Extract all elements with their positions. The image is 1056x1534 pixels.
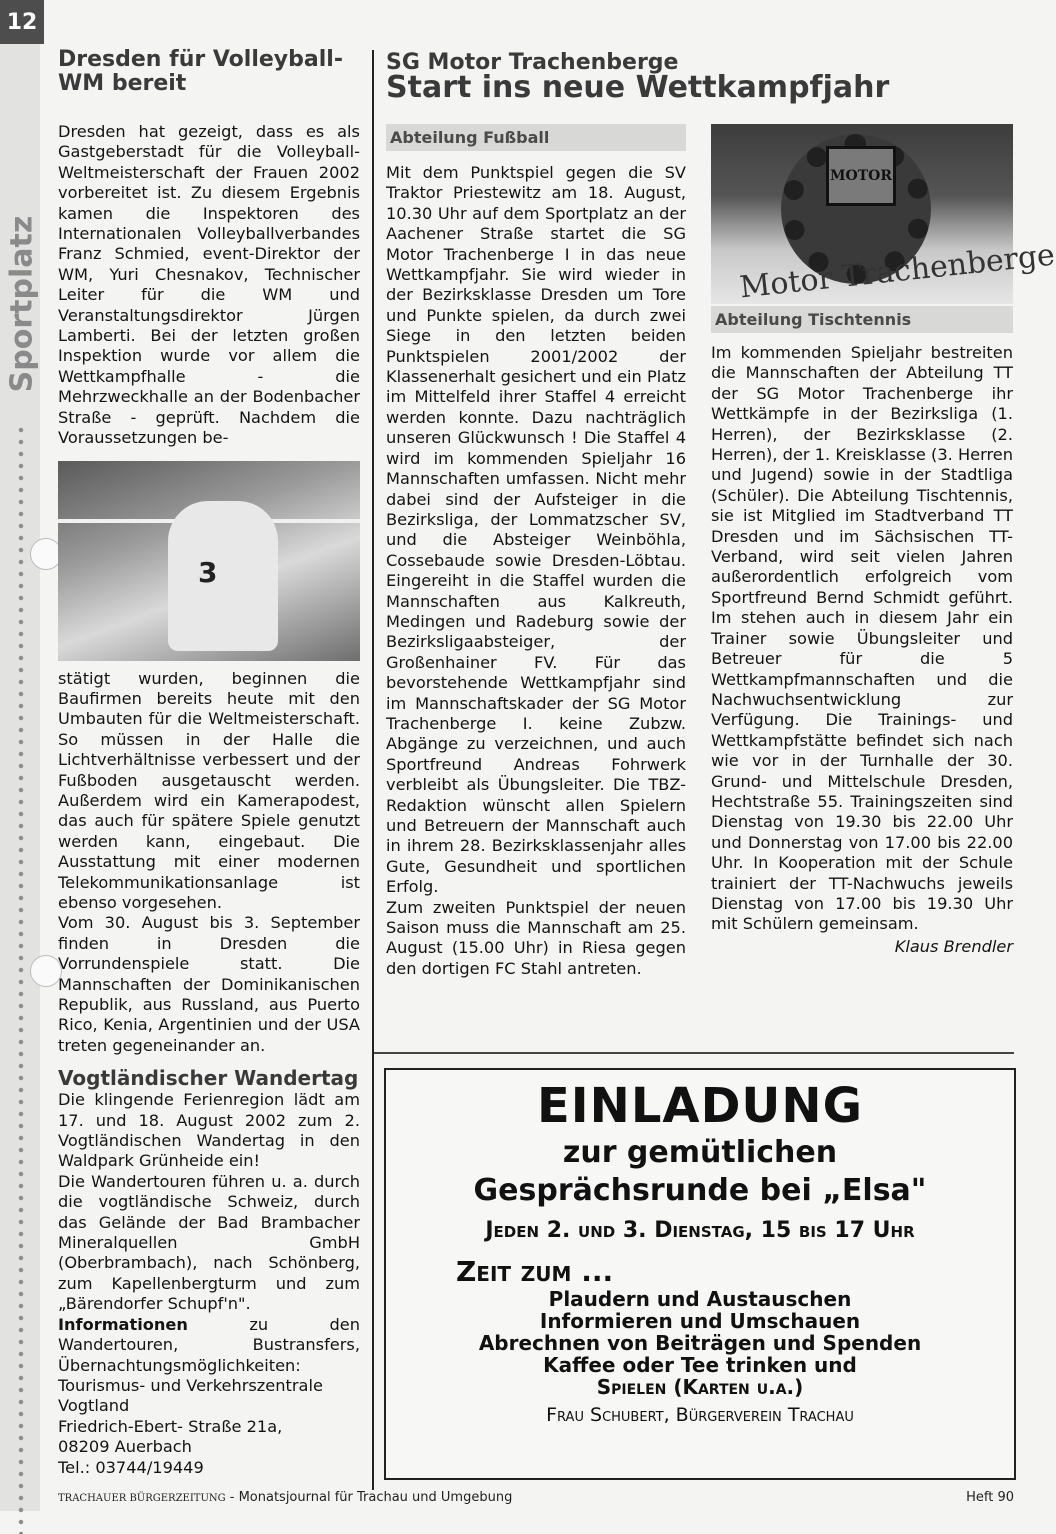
left-column bbox=[58, 44, 360, 1478]
info-label: Informationen bbox=[58, 1314, 188, 1334]
footer-tagline: - Monatsjournal für Trachau und Umgebung bbox=[229, 1490, 513, 1505]
invitation-activity: Plaudern und Austauschen bbox=[548, 1287, 852, 1311]
footer-issue: Heft 90 bbox=[966, 1490, 1014, 1505]
football-article bbox=[386, 124, 686, 979]
page-number: 12 bbox=[0, 0, 44, 44]
football-section-tag: Abteilung Fußball bbox=[386, 124, 686, 151]
invitation-activity: Kaffee oder Tee trinken und bbox=[543, 1353, 857, 1377]
tischtennis-body: Im kommenden Spieljahr bestreiten die Mannschaften der Abteilung TT der SG Motor Trachenberge ihr Wettkämpfe in der Bezirksliga (1. Herren), der Bezirksklasse (2. Herren), der 1. Kreisklasse (3. Herren und Jugend) sowie in der Stadtliga (Schüler). Die Abteilung Tischtennis, sie ist Mitglied im Stadtverband TT Dresden und im Sächsischen TT-Verband, wird seit vielen Jahren außerordentlich erfolgreich vom Sportfreund Bernd Schmidt geführt. Im stehen auch in diesem Jahr ein Trainer sowie Übungsleiter und Betreuer für die 5 Wettkampfmannschaften und die Nachwuchsentwicklung zur Verfügung. Die Trainings- und Wettkampfstätte befindet sich nach wie vor in der Turnhalle der 30. Grund- und Mittelschule Dresden, Hechtstraße 55. Trainingszeiten sind Dienstag von 19.30 bis 22.00 Uhr und Donnerstag von 17.00 bis 22.00 Uhr. In Kooperation mit der Schule trainiert der TT-Nachwuchs jeweils Dienstag von 17.00 bis 19.30 Uhr mit Schülern gemeinsam. bbox=[711, 343, 1013, 934]
invitation-box bbox=[384, 1068, 1016, 1480]
volleyball-photo bbox=[58, 461, 360, 661]
volleyball-headline: Dresden für Volleyball- WM bereit bbox=[58, 47, 343, 96]
horizontal-rule bbox=[374, 1052, 1014, 1054]
invitation-schedule: Jeden 2. und 3. Dienstag, 15 bis 17 Uhr bbox=[485, 1218, 915, 1243]
invitation-line2: Gesprächsrunde bei „Elsa" bbox=[473, 1173, 927, 1208]
club-kicker: SG Motor Trachenberge bbox=[386, 50, 679, 75]
section-sidebar bbox=[0, 44, 40, 1511]
tischtennis-article bbox=[711, 306, 1013, 956]
invitation-activity: Informieren und Umschauen bbox=[539, 1309, 861, 1333]
footer-left bbox=[58, 1490, 512, 1505]
sidebar-dots bbox=[18, 424, 24, 1534]
footer-publication: TRACHAUER BÜRGERZEITUNG bbox=[58, 1493, 226, 1504]
page-footer bbox=[58, 1490, 1014, 1505]
column-rule bbox=[372, 50, 374, 1490]
football-body: Mit dem Punktspiel gegen die SV Traktor Priestewitz am 18. August, 10.30 Uhr auf dem Sportplatz an der Aachener Straße startet die SG Motor Trachenberge I in das neue Wettkampfjahr. Sie wird wieder in der Bezirksklasse Dresden um Tore und Punkte spielen, da durch zwei Siege in den letzten beiden Punktspielen 2001/2002 der Klassenerhalt gesichert und ein Platz im Mittelfeld ihrer Staffel 4 erreicht werden konnte. Dazu nachträglich unseren Glückwunsch ! Die Staffel 4 wird im kommenden Spieljahr 16 Mannschaften umfassen. Nicht mehr dabei sind der Aufsteiger in die Bezirksliga, der Lommatzscher SV, und die Absteiger Weinböhla, Cossebaude sowie Dresden-Löbtau. Eingereiht in die Staffel wurden die Mannschaften aus Kalkreuth, Medingen und Radeburg sowie der Bezirksligaabsteiger, der Großenhainer FV. Für das bevorstehende Wettkampfjahr sind im Mannschaftskader der SG Motor Trachenberge I. keine Zubzw. Abgänge zu verzeichnen, und auch Sportfreund Andreas Fohrwerk verbleibt als Übungsleiter. Die TBZ-Redaktion wünscht allen Spielern und Betreuern der Mannschaft auch in ihrem 28. Bezirksklassenjahr alles Gute, Gesundheit und sportlichen Erfolg. Zum zweiten Punktspiel der neuen Saison muss die Mannschaft am 25. August (15.00 Uhr) in Riesa gegen den dortigen FC Stahl antreten. bbox=[386, 163, 686, 978]
wandertag-headline: Vogtländischer Wandertag bbox=[58, 1066, 359, 1091]
invitation-title: EINLADUNG bbox=[537, 1078, 863, 1134]
flag-lettering: Motor Trachenberge bbox=[738, 237, 1056, 306]
author: Klaus Brendler bbox=[894, 936, 1013, 956]
photo-jersey-number: 3 bbox=[198, 555, 218, 589]
invitation-signature: Frau Schubert, Bürgerverein Trachau bbox=[546, 1404, 854, 1426]
section-label: Sportplatz bbox=[4, 215, 40, 393]
volleyball-body-1: Dresden hat gezeigt, dass es als Gastgeberstadt für die Volleyball-Weltmeisterschaft der Frauen 2002 vorbereitet ist. Zu diesem Ergebnis kamen die Inspektoren des Internationalen Volleyballverbandes Franz Schmied, event-Direktor der WM, Yuri Chesnakov, Technischer Leiter für die WM und Veranstaltungsdirektor Jürgen Lamberti. Bei der letzten großen Inspektion wurde vor allem die Wettkampfhalle - die Mehrzweckhalle an der Bodenbacher Straße - geprüft. Nachdem die Voraussetzungen be- bbox=[58, 122, 360, 448]
wandertag-body: Die klingende Ferienregion lädt am 17. und 18. August 2002 zum 2. Vogtländischen Wandertag in den Waldpark Grünheide ein! Die Wandertouren führen u. a. durch die vogtländische Schweiz, durch das Gelände der Bad Brambacher Mineralquellen GmbH (Oberbrambach), nach Schönberg, zum Kapellenbergturm und zum „Bärendorfer Schupf'n". bbox=[58, 1090, 360, 1314]
invitation-line1: zur gemütlichen bbox=[562, 1135, 838, 1170]
photo-player bbox=[168, 501, 278, 651]
volleyball-body-2: stätigt wurden, beginnen die Baufirmen bereits heute mit den Umbauten für die Weltmeisterschaft. So müssen in der Halle die Lichtverhältnisse verbessert und der Fußboden ausgetauscht werden. Außerdem wird ein Kamerapodest, das auch für spätere Spiele genutzt werden kann, eingebaut. Die Ausstattung mit einer modernen Telekommunikationsanlage ist ebenso vorgesehen. Vom 30. August bis 3. September finden in Dresden die Vorrundenspiele statt. Die Mannschaften der Dominikanischen Republik, aus Russland, aus Puerto Rico, Kenia, Argentinien und der USA treten gegeneinander an. bbox=[58, 668, 360, 1055]
flag-badge: MOTOR bbox=[826, 146, 896, 206]
club-flag-photo bbox=[711, 124, 1056, 306]
invitation-zeit: Zeit zum ... bbox=[456, 1255, 614, 1288]
tischtennis-section-tag: Abteilung Tischtennis bbox=[711, 306, 1013, 333]
wandertag-info bbox=[58, 1315, 360, 1376]
invitation-activity: Spielen (Karten u.a.) bbox=[596, 1375, 804, 1399]
invitation-activity: Abrechnen von Beiträgen und Spenden bbox=[478, 1331, 922, 1355]
wandertag-contact: Tourismus- und Verkehrszentrale Vogtland Friedrich-Ebert- Straße 21a, 08209 Auerbach Tel.: 03744/19449 bbox=[58, 1375, 323, 1477]
club-headline: Start ins neue Wettkampfjahr bbox=[386, 70, 890, 105]
info-text: zu den Wandertouren, Bustransfers, Übernachtungsmöglichkeiten: bbox=[58, 1314, 360, 1375]
